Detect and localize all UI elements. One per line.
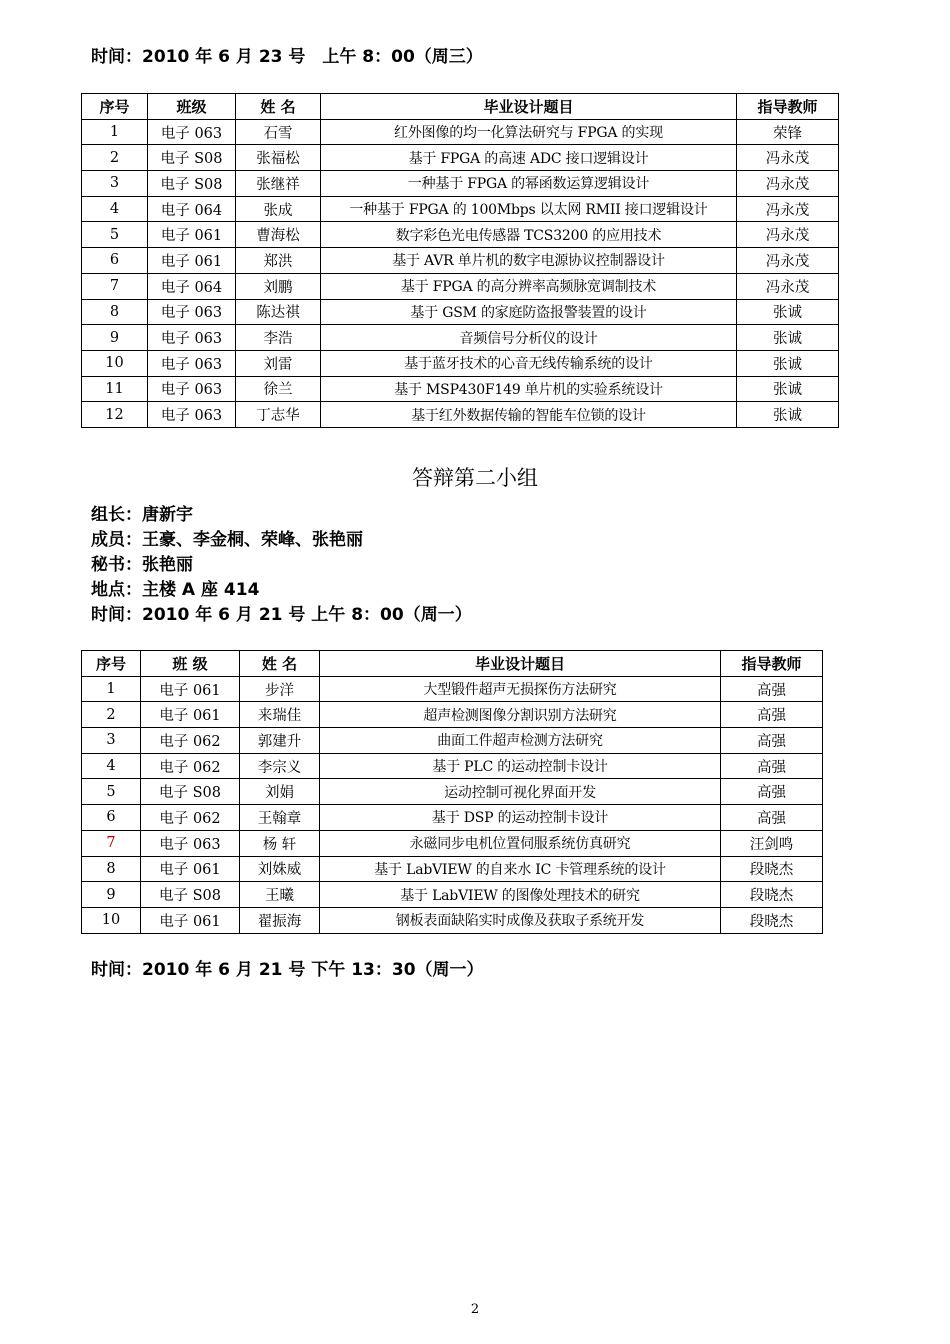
cell-topic: 基于 FPGA 的高分辨率高频脉宽调制技术 [321,273,737,299]
cell-index: 6 [82,805,141,831]
cell-class: 电子 063 [148,119,236,145]
cell-class: 电子 061 [148,248,236,274]
cell-name: 丁志华 [236,402,321,428]
table-row [82,907,823,933]
cell-topic: 基于 MSP430F149 单片机的实验系统设计 [321,376,737,402]
cell-topic: 一种基于 FPGA 的 100Mbps 以太网 RMII 接口逻辑设计 [321,196,737,222]
table-row [82,376,839,402]
cell-topic: 基于 FPGA 的高速 ADC 接口逻辑设计 [321,145,737,171]
table-row [82,805,823,831]
col-header-topic: 毕业设计题目 [321,94,737,120]
cell-name: 徐兰 [236,376,321,402]
cell-topic: 基于 DSP 的运动控制卡设计 [320,805,721,831]
cell-name: 王曦 [240,882,320,908]
cell-topic: 基于 AVR 单片机的数字电源协议控制器设计 [321,248,737,274]
col-header-name: 姓 名 [240,651,320,677]
cell-name: 张成 [236,196,321,222]
table-row [82,402,839,428]
cell-index: 3 [82,171,148,197]
table-row [82,196,839,222]
col-header-class: 班级 [148,94,236,120]
cell-topic: 曲面工件超声检测方法研究 [320,728,721,754]
table-header-row [82,651,823,677]
table-row [82,753,823,779]
cell-index: 2 [82,145,148,171]
cell-index: 7 [82,830,141,856]
cell-advisor: 冯永茂 [737,248,839,274]
table-row [82,702,823,728]
cell-name: 李浩 [236,325,321,351]
cell-class: 电子 062 [141,728,240,754]
cell-name: 来瑞佳 [240,702,320,728]
group1-schedule-table [81,93,839,428]
group2-leader: 组长：唐新宇 [91,505,193,525]
cell-name: 张福松 [236,145,321,171]
cell-advisor: 高强 [721,753,823,779]
cell-index: 5 [82,222,148,248]
cell-class: 电子 063 [148,376,236,402]
cell-name: 翟振海 [240,907,320,933]
cell-advisor: 汪剑鸣 [721,830,823,856]
cell-topic: 钢板表面缺陷实时成像及获取子系统开发 [320,907,721,933]
cell-name: 陈达祺 [236,299,321,325]
cell-name: 刘鹏 [236,273,321,299]
cell-index: 8 [82,856,141,882]
col-header-index: 序号 [82,94,148,120]
cell-topic: 红外图像的均一化算法研究与 FPGA 的实现 [321,119,737,145]
group2-location: 地点：主楼 A 座 414 [91,580,260,600]
cell-advisor: 冯永茂 [737,171,839,197]
cell-topic: 永磁同步电机位置伺服系统仿真研究 [320,830,721,856]
table-row [82,299,839,325]
cell-index: 6 [82,248,148,274]
col-header-name: 姓 名 [236,94,321,120]
page-number: 2 [470,1302,480,1317]
cell-advisor: 张诚 [737,376,839,402]
cell-advisor: 高强 [721,805,823,831]
cell-index: 10 [82,907,141,933]
cell-class: 电子 063 [148,325,236,351]
table-row [82,676,823,702]
cell-index: 10 [82,350,148,376]
cell-topic: 基于 GSM 的家庭防盗报警装置的设计 [321,299,737,325]
cell-name: 郑洪 [236,248,321,274]
cell-topic: 一种基于 FPGA 的幂函数运算逻辑设计 [321,171,737,197]
session-time-1: 时间：2010 年 6 月 23 号 上午 8：00（周三） [91,47,483,67]
table-row [82,779,823,805]
table-row [82,171,839,197]
col-header-class: 班 级 [141,651,240,677]
cell-class: 电子 063 [148,299,236,325]
cell-name: 刘姝威 [240,856,320,882]
cell-topic: 数字彩色光电传感器 TCS3200 的应用技术 [321,222,737,248]
cell-index: 4 [82,753,141,779]
cell-topic: 大型锻件超声无损探伤方法研究 [320,676,721,702]
table-row [82,119,839,145]
cell-class: 电子 061 [141,907,240,933]
cell-index: 2 [82,702,141,728]
cell-topic: 基于蓝牙技术的心音无线传输系统的设计 [321,350,737,376]
table-row [82,856,823,882]
cell-advisor: 张诚 [737,350,839,376]
col-header-index: 序号 [82,651,141,677]
cell-advisor: 高强 [721,779,823,805]
cell-advisor: 冯永茂 [737,145,839,171]
table-row [82,145,839,171]
cell-index: 4 [82,196,148,222]
cell-index: 9 [82,325,148,351]
cell-topic: 超声检测图像分割识别方法研究 [320,702,721,728]
cell-class: 电子 063 [141,830,240,856]
group2-secretary: 秘书：张艳丽 [91,555,193,575]
cell-advisor: 张诚 [737,325,839,351]
cell-advisor: 高强 [721,676,823,702]
cell-class: 电子 064 [148,196,236,222]
cell-index: 1 [82,119,148,145]
table-row [82,325,839,351]
cell-topic: 音频信号分析仪的设计 [321,325,737,351]
cell-name: 石雪 [236,119,321,145]
cell-index: 9 [82,882,141,908]
col-header-topic: 毕业设计题目 [320,651,721,677]
cell-advisor: 冯永茂 [737,222,839,248]
cell-name: 刘雷 [236,350,321,376]
cell-name: 步洋 [240,676,320,702]
cell-topic: 基于红外数据传输的智能车位锁的设计 [321,402,737,428]
cell-name: 李宗义 [240,753,320,779]
cell-class: 电子 S08 [148,171,236,197]
cell-name: 杨 轩 [240,830,320,856]
group2-schedule-table [81,650,823,934]
cell-advisor: 高强 [721,702,823,728]
cell-advisor: 冯永茂 [737,196,839,222]
table-row [82,350,839,376]
cell-name: 刘娟 [240,779,320,805]
cell-topic: 基于 PLC 的运动控制卡设计 [320,753,721,779]
cell-topic: 运动控制可视化界面开发 [320,779,721,805]
cell-class: 电子 061 [141,676,240,702]
cell-advisor: 段晓杰 [721,907,823,933]
table-row [82,830,823,856]
cell-class: 电子 062 [141,805,240,831]
cell-topic: 基于 LabVIEW 的自来水 IC 卡管理系统的设计 [320,856,721,882]
cell-topic: 基于 LabVIEW 的图像处理技术的研究 [320,882,721,908]
cell-index: 12 [82,402,148,428]
cell-advisor: 张诚 [737,299,839,325]
group2-time: 时间：2010 年 6 月 21 号 上午 8：00（周一） [91,605,472,625]
cell-advisor: 段晓杰 [721,856,823,882]
cell-class: 电子 064 [148,273,236,299]
table-row [82,728,823,754]
cell-class: 电子 S08 [148,145,236,171]
cell-class: 电子 061 [148,222,236,248]
cell-advisor: 张诚 [737,402,839,428]
cell-index: 1 [82,676,141,702]
group2-heading: 答辩第二小组 [412,466,538,490]
cell-index: 3 [82,728,141,754]
table-row [82,273,839,299]
cell-index: 8 [82,299,148,325]
cell-index: 7 [82,273,148,299]
cell-class: 电子 061 [141,856,240,882]
cell-advisor: 段晓杰 [721,882,823,908]
cell-name: 曹海松 [236,222,321,248]
cell-class: 电子 S08 [141,882,240,908]
cell-class: 电子 061 [141,702,240,728]
cell-advisor: 荣锋 [737,119,839,145]
cell-class: 电子 063 [148,350,236,376]
session-time-2: 时间：2010 年 6 月 21 号 下午 13：30（周一） [91,960,484,980]
cell-index: 11 [82,376,148,402]
cell-class: 电子 062 [141,753,240,779]
group2-members: 成员：王豪、李金桐、荣峰、张艳丽 [91,530,363,550]
table-row [82,222,839,248]
cell-name: 王翰章 [240,805,320,831]
table-row [82,248,839,274]
cell-name: 张继祥 [236,171,321,197]
col-header-advisor: 指导教师 [737,94,839,120]
col-header-advisor: 指导教师 [721,651,823,677]
cell-class: 电子 063 [148,402,236,428]
table-header-row [82,94,839,120]
cell-index: 5 [82,779,141,805]
cell-name: 郭建升 [240,728,320,754]
cell-advisor: 高强 [721,728,823,754]
cell-advisor: 冯永茂 [737,273,839,299]
table-row [82,882,823,908]
cell-class: 电子 S08 [141,779,240,805]
